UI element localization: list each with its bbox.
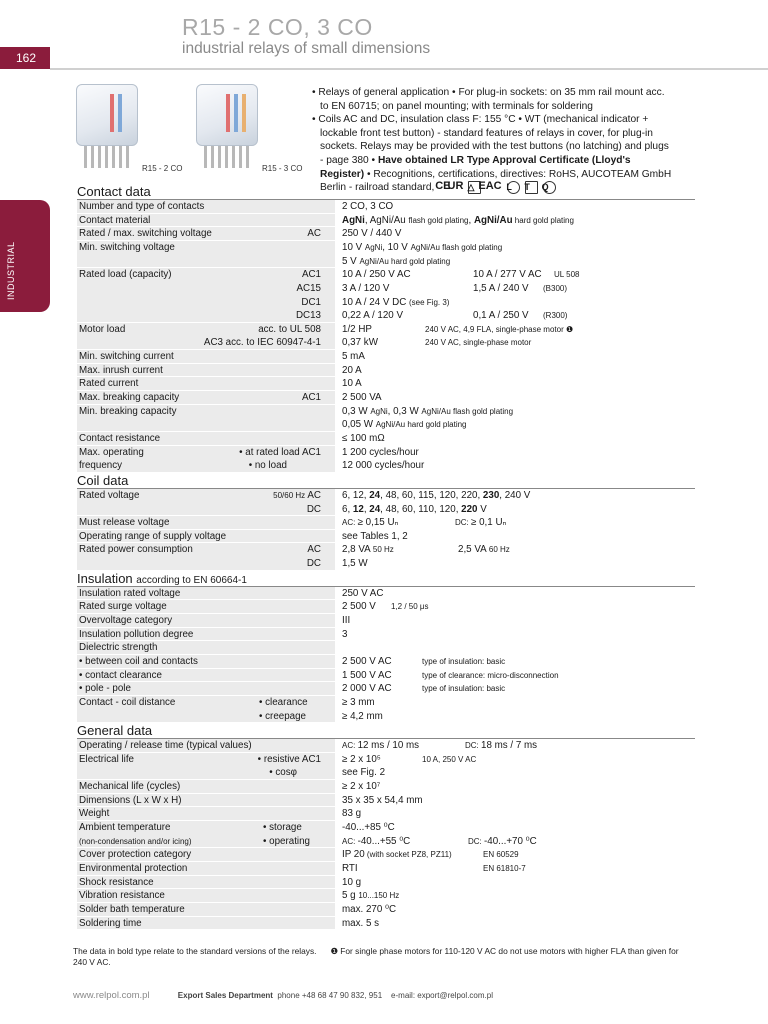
- spec-label: Dimensions (L x W x H): [77, 794, 335, 807]
- spec-value: ≤ 100 mΩ: [342, 432, 385, 444]
- spec-text: DC: [306, 503, 321, 515]
- spec-value: [339, 739, 695, 752]
- spec-text: flash gold plating: [408, 215, 469, 225]
- spec-text: AC3 acc. to IEC 60947-4-1: [203, 337, 321, 349]
- table-row: [77, 903, 695, 917]
- spec-text: [342, 405, 695, 419]
- spec-text: AC: [307, 489, 321, 501]
- spec-text: [342, 282, 695, 296]
- spec-text: RTI: [342, 863, 358, 874]
- spec-text: Rated / max. switching voltage: [79, 228, 212, 240]
- spec-text: [342, 543, 695, 557]
- spec-text: 0,37 kW: [342, 337, 378, 349]
- spec-text: [342, 835, 695, 849]
- spec-text: AgNi/Au hard gold plating: [359, 256, 451, 266]
- spec-text: IP 20: [342, 849, 365, 861]
- footer-url[interactable]: www.relpol.com.pl: [73, 990, 150, 1001]
- spec-text: • resistive AC1: [257, 753, 321, 765]
- spec-text: DC:: [455, 518, 471, 528]
- section-general: General data: [77, 723, 695, 739]
- spec-text: 0,1 A / 250 V: [473, 310, 529, 322]
- spec-value: [339, 323, 695, 349]
- spec-text: • clearance: [259, 696, 308, 708]
- spec-text: 12 ms / 10 ms: [357, 740, 420, 752]
- spec-value: [339, 489, 695, 515]
- spec-label: Contact material: [77, 214, 335, 227]
- relay-image-3co: [190, 80, 276, 170]
- spec-text: (R300): [543, 311, 568, 321]
- relay-label-3co: R15 - 3 CO: [262, 164, 303, 173]
- spec-table: [77, 184, 695, 930]
- section-coil: Coil data: [77, 473, 695, 489]
- spec-label: Max. inrush current: [77, 364, 335, 377]
- spec-value: 2 500 VA: [342, 392, 382, 404]
- spec-text: , 10 V: [382, 241, 411, 253]
- table-row: [77, 682, 695, 696]
- table-row: [77, 516, 695, 530]
- spec-text: 240 V AC, single-phase motor: [425, 338, 532, 348]
- spec-text: 3 A / 120 V: [342, 282, 390, 294]
- spec-text: AC:: [342, 518, 358, 528]
- spec-label: • between coil and contacts: [77, 655, 335, 668]
- spec-text: 10 V: [342, 241, 365, 253]
- spec-text: Ambient temperature: [79, 822, 171, 834]
- spec-text: 12 000 cycles/hour: [342, 460, 425, 472]
- spec-text: Motor load: [79, 323, 126, 335]
- lloyds-icon: L: [507, 181, 520, 194]
- spec-label: [77, 323, 335, 349]
- spec-text: Contact - coil distance: [79, 696, 176, 708]
- spec-text: EN 61810-7: [483, 864, 526, 873]
- spec-text: AC:: [342, 836, 358, 846]
- spec-label: [77, 268, 335, 322]
- spec-text: 2,5 VA: [458, 544, 489, 556]
- spec-text: , AgNi/Au: [364, 214, 409, 226]
- table-row: [77, 241, 695, 268]
- spec-text: -40...+85 ⁰C: [342, 822, 395, 834]
- spec-text: acc. to UL 508: [258, 323, 321, 335]
- spec-text: EN 60529: [483, 850, 519, 860]
- spec-label: [77, 489, 335, 515]
- spec-text: DC:: [465, 741, 481, 751]
- spec-label: Mechanical life (cycles): [77, 780, 335, 793]
- spec-label: Contact resistance: [77, 432, 335, 445]
- table-row: [77, 889, 695, 903]
- spec-text: [468, 835, 537, 849]
- spec-text: 10 A / 24 V DC: [342, 296, 407, 308]
- table-row: [77, 489, 695, 516]
- ur-icon: UR: [447, 180, 464, 193]
- spec-text: [342, 489, 695, 503]
- spec-text: [458, 543, 510, 557]
- spec-text: 10...150 Hz: [358, 891, 400, 901]
- title-block: [182, 14, 430, 58]
- spec-text: , 240 V: [499, 489, 531, 501]
- header-rule: [50, 68, 768, 70]
- side-tab: [0, 200, 50, 312]
- spec-value: 20 A: [342, 364, 362, 376]
- relay-image-2co: [70, 80, 156, 170]
- spec-text: 24: [369, 489, 381, 501]
- spec-value: 10 A: [342, 378, 362, 390]
- spec-text: 50/60 Hz: [273, 490, 308, 500]
- spec-text: [342, 255, 695, 269]
- spec-label: Vibration resistance: [77, 889, 335, 902]
- spec-text: , 48, 60, 115, 120, 220,: [380, 489, 483, 501]
- footer-dept: Export Sales Department: [177, 991, 273, 1000]
- table-row: [77, 214, 695, 228]
- spec-value: [339, 682, 695, 695]
- table-row: [77, 628, 695, 642]
- table-row: [77, 227, 695, 241]
- table-row: [77, 350, 695, 364]
- spec-text: (see Fig. 3): [409, 297, 450, 307]
- spec-text: [342, 309, 695, 323]
- table-row: [77, 432, 695, 446]
- spec-text: • operating: [263, 835, 311, 847]
- spec-value: 83 g: [342, 808, 362, 820]
- spec-value: 35 x 35 x 54,4 mm: [342, 794, 423, 806]
- spec-label: Insulation pollution degree: [77, 628, 335, 641]
- spec-label: Rated surge voltage: [77, 600, 335, 613]
- spec-text: 10 A / 250 V AC: [342, 269, 411, 281]
- spec-label: Operating / release time (typical values): [77, 739, 335, 752]
- spec-label: Dielectric strength: [77, 641, 335, 654]
- spec-text: • at rated load AC1: [239, 446, 321, 458]
- spec-text: hard gold plating: [512, 215, 574, 225]
- spec-text: Rated voltage: [79, 489, 140, 501]
- table-row: [77, 614, 695, 628]
- spec-label: [77, 821, 335, 847]
- spec-text: (non-condensation and/or icing): [79, 836, 192, 846]
- spec-label: Solder bath temperature: [77, 903, 335, 916]
- spec-value: [339, 543, 695, 569]
- spec-text: 230: [482, 489, 500, 501]
- table-row: [77, 377, 695, 391]
- table-row: [77, 655, 695, 669]
- table-row: [77, 876, 695, 890]
- spec-text: 60 Hz: [488, 545, 510, 555]
- spec-text: ,: [468, 214, 474, 226]
- page-title: R15 - 2 CO, 3 CO: [182, 14, 373, 40]
- table-row: [77, 821, 695, 848]
- spec-text: • storage: [263, 822, 302, 834]
- spec-value: 3: [342, 628, 348, 640]
- spec-text: • no load: [248, 460, 287, 472]
- spec-text: AgNi/Au: [473, 214, 513, 226]
- spec-text: Rated load (capacity): [79, 269, 172, 281]
- spec-value: ≥ 2 x 10⁷: [342, 781, 381, 793]
- spec-text: -40...+70 ⁰C: [484, 835, 537, 847]
- spec-text: 240 V AC, 4,9 FLA, single-phase motor ❶: [425, 324, 574, 334]
- spec-text: 1/2 HP: [342, 323, 372, 335]
- spec-label: Environmental protection: [77, 862, 335, 875]
- spec-text: [342, 503, 695, 517]
- table-row: [77, 530, 695, 544]
- spec-value: 250 V AC: [342, 587, 384, 599]
- table-row: [77, 917, 695, 931]
- spec-text: , 48, 60, 110, 120,: [380, 503, 462, 515]
- spec-text: 18 ms / 7 ms: [481, 740, 538, 752]
- page-number: 162: [0, 47, 50, 69]
- spec-text: AC1: [301, 392, 321, 404]
- spec-text: 6, 12,: [342, 489, 370, 501]
- footer-email[interactable]: e-mail: export@relpol.com.pl: [391, 991, 493, 1000]
- table-row: [77, 669, 695, 683]
- spec-text: Max. operating: [79, 446, 144, 458]
- spec-text: AgNi: [364, 242, 383, 252]
- spec-text: AC15: [296, 282, 321, 294]
- intro-text: [312, 86, 672, 195]
- intro-p2: • Coils AC and DC, insulation class F: 155 °C • WT (mechanical indicator + lockable front test button) - standard features of relays in cover, for plug-in sockets. Relays may be provided with the test buttons (no latching) and plugs - page 380 • Have obtained LR Type Approval Certificate (Lloyd's Register) • Recognitions, certifications, directives: RoHS, AUCOTEAM GmbH Berlin - railroad standard, CE UR △ EAC L T Q: [312, 114, 672, 194]
- cqc-icon: Q: [543, 181, 556, 194]
- spec-label: • pole - pole: [77, 682, 335, 695]
- table-row: [77, 200, 695, 214]
- spec-value: [339, 655, 695, 668]
- footer-phone: phone +48 68 47 90 832, 951: [277, 991, 383, 1000]
- spec-value: max. 5 s: [342, 917, 380, 929]
- spec-value: [339, 848, 695, 861]
- spec-text: 50 Hz: [372, 545, 394, 555]
- spec-text: UL 508: [554, 270, 580, 280]
- spec-text: AgNi/Au flash gold plating: [410, 242, 503, 252]
- spec-value: III: [342, 615, 351, 627]
- spec-text: [342, 241, 695, 255]
- table-row: [77, 753, 695, 780]
- spec-value: [339, 214, 695, 227]
- spec-label: Insulation rated voltage: [77, 587, 335, 600]
- table-row: [77, 543, 695, 570]
- table-row: [77, 405, 695, 432]
- section-insulation: Insulation according to EN 60664-1: [77, 571, 695, 587]
- spec-text: 6,: [342, 503, 353, 515]
- spec-value: 250 V / 440 V: [342, 228, 402, 240]
- spec-text: frequency: [79, 460, 123, 472]
- spec-value: [339, 669, 695, 682]
- spec-value: [339, 821, 695, 847]
- spec-label: [77, 391, 335, 404]
- spec-label: [77, 543, 335, 569]
- spec-text: ≥ 4,2 mm: [342, 710, 383, 722]
- section-contact: Contact data: [77, 184, 695, 200]
- spec-text: ≥ 2 x 10⁵: [342, 753, 381, 765]
- table-row: [77, 364, 695, 378]
- spec-text: [342, 336, 695, 350]
- spec-text: DC:: [468, 836, 484, 846]
- spec-text: DC: [306, 558, 321, 570]
- spec-value: [339, 696, 695, 722]
- ce-icon: CE: [435, 180, 451, 193]
- spec-text: AC:: [342, 741, 358, 751]
- spec-text: [342, 418, 695, 432]
- spec-text: 2 500 V AC: [342, 655, 392, 667]
- spec-text: AgNi: [370, 406, 388, 416]
- spec-text: V: [477, 503, 487, 515]
- spec-text: (B300): [543, 283, 568, 293]
- spec-text: • cosφ: [269, 767, 297, 779]
- spec-value: [339, 241, 695, 267]
- spec-label: [77, 696, 335, 722]
- spec-text: [342, 323, 695, 337]
- page-subtitle: industrial relays of small dimensions: [182, 40, 431, 57]
- table-row: [77, 641, 695, 655]
- spec-text: 0,22 A / 120 V: [342, 310, 404, 322]
- spec-text: 10 A / 277 V AC: [473, 269, 542, 281]
- spec-text: -40...+55 ⁰C: [357, 835, 411, 847]
- spec-text: 1 500 V AC: [342, 669, 392, 681]
- spec-value: max. 270 ⁰C: [342, 903, 397, 915]
- spec-text: [342, 753, 695, 767]
- spec-text: , 0,3 W: [387, 405, 422, 417]
- spec-text: 5 g: [342, 890, 359, 902]
- page-footer: [73, 990, 493, 1001]
- spec-label: Shock resistance: [77, 876, 335, 889]
- spec-text: type of insulation: basic: [422, 684, 506, 694]
- spec-text: [342, 268, 695, 282]
- spec-label: Number and type of contacts: [77, 200, 335, 213]
- spec-text: [465, 739, 537, 753]
- spec-text: 2 500 V: [342, 601, 376, 613]
- table-row: [77, 268, 695, 323]
- spec-text: AgNi/Au hard gold plating: [375, 420, 467, 430]
- relay-label-2co: R15 - 2 CO: [142, 164, 183, 173]
- intro-p1: • Relays of general application • For plug-in sockets: on 35 mm rail mount acc. to EN 60715; on panel mounting; with terminals for soldering: [312, 87, 665, 112]
- table-row: [77, 696, 695, 723]
- spec-text: AC: [307, 544, 321, 556]
- spec-value: [339, 641, 695, 654]
- spec-text: [273, 489, 321, 503]
- spec-label: [77, 227, 335, 240]
- spec-label: Min. breaking capacity: [77, 405, 335, 431]
- table-row: [77, 323, 695, 350]
- tuv-icon: T: [525, 181, 538, 194]
- spec-text: [455, 516, 506, 530]
- spec-text: type of clearance: micro-disconnection: [422, 670, 559, 680]
- table-row: [77, 739, 695, 753]
- spec-text: 0,3 W: [342, 405, 371, 417]
- spec-text: Electrical life: [79, 753, 134, 765]
- footnote: The data in bold type relate to the standard versions of the relays. ❶ For single phase motors for 110-120 V AC do not use motors with higher FLA than given for 240 V AC.: [73, 946, 679, 967]
- spec-text: AC: [307, 228, 321, 240]
- table-row: [77, 780, 695, 794]
- spec-label: Must release voltage: [77, 516, 335, 529]
- spec-text: see Fig. 2: [342, 767, 386, 779]
- spec-value: [339, 753, 695, 779]
- spec-text: DC13: [295, 310, 321, 322]
- table-row: [77, 391, 695, 405]
- spec-value: [339, 268, 695, 322]
- spec-value: [339, 446, 695, 472]
- spec-label: Operating range of supply voltage: [77, 530, 335, 543]
- spec-text: 1,5 W: [342, 558, 368, 570]
- vde-icon: △: [468, 181, 481, 194]
- spec-label: Weight: [77, 807, 335, 820]
- spec-text: type of insulation: basic: [422, 656, 506, 666]
- spec-value: 5 mA: [342, 351, 365, 363]
- spec-value: [339, 600, 695, 613]
- spec-label: Overvoltage category: [77, 614, 335, 627]
- table-row: [77, 587, 695, 601]
- spec-text: 1,2 / 50 μs: [391, 602, 429, 612]
- spec-value: 10 g: [342, 876, 362, 888]
- spec-value: [339, 862, 695, 875]
- spec-label: [77, 753, 335, 779]
- spec-label: • contact clearance: [77, 669, 335, 682]
- spec-text: ,: [363, 503, 370, 515]
- spec-text: 12: [352, 503, 364, 515]
- table-row: [77, 807, 695, 821]
- spec-value: [339, 516, 695, 529]
- table-row: [77, 848, 695, 862]
- spec-label: Min. switching voltage: [77, 241, 335, 267]
- spec-text: 10 A, 250 V AC: [422, 754, 477, 764]
- spec-label: Soldering time: [77, 917, 335, 930]
- table-row: [77, 446, 695, 473]
- spec-text: (with socket PZ8, PZ11): [364, 850, 452, 860]
- spec-label: Rated current: [77, 377, 335, 390]
- spec-text: 0,05 W: [342, 419, 376, 431]
- spec-text: 24: [369, 503, 381, 515]
- spec-value: [339, 405, 695, 431]
- spec-value: see Tables 1, 2: [342, 530, 408, 542]
- spec-text: ≥ 0,15 Uₙ: [357, 517, 399, 529]
- table-row: [77, 794, 695, 808]
- spec-text: 1 200 cycles/hour: [342, 446, 419, 458]
- spec-value: 2 CO, 3 CO: [342, 201, 394, 212]
- spec-text: AC1: [301, 269, 321, 281]
- spec-text: DC1: [301, 296, 321, 308]
- spec-text: 1,5 A / 240 V: [473, 282, 529, 294]
- spec-label: [77, 446, 335, 472]
- spec-text: 220: [461, 503, 478, 515]
- spec-text: AgNi/Au flash gold plating: [421, 406, 514, 416]
- eac-icon: EAC: [478, 180, 502, 193]
- spec-text: ≥ 3 mm: [342, 696, 375, 708]
- spec-text: 2,8 VA: [342, 544, 373, 556]
- spec-text: ≥ 0,1 Uₙ: [471, 517, 507, 529]
- spec-text: • creepage: [259, 710, 307, 722]
- spec-label: Min. switching current: [77, 350, 335, 363]
- spec-text: 2 000 V AC: [342, 683, 392, 695]
- table-row: [77, 862, 695, 876]
- spec-value: [339, 889, 695, 902]
- spec-text: [342, 296, 695, 310]
- spec-text: 5 V: [342, 255, 360, 267]
- side-tab-label: INDUSTRIAL: [6, 241, 16, 300]
- spec-text: AgNi: [342, 214, 365, 226]
- spec-text: Rated power consumption: [79, 544, 193, 556]
- spec-label: Cover protection category: [77, 848, 335, 861]
- spec-text: Max. breaking capacity: [79, 392, 180, 404]
- table-row: [77, 600, 695, 614]
